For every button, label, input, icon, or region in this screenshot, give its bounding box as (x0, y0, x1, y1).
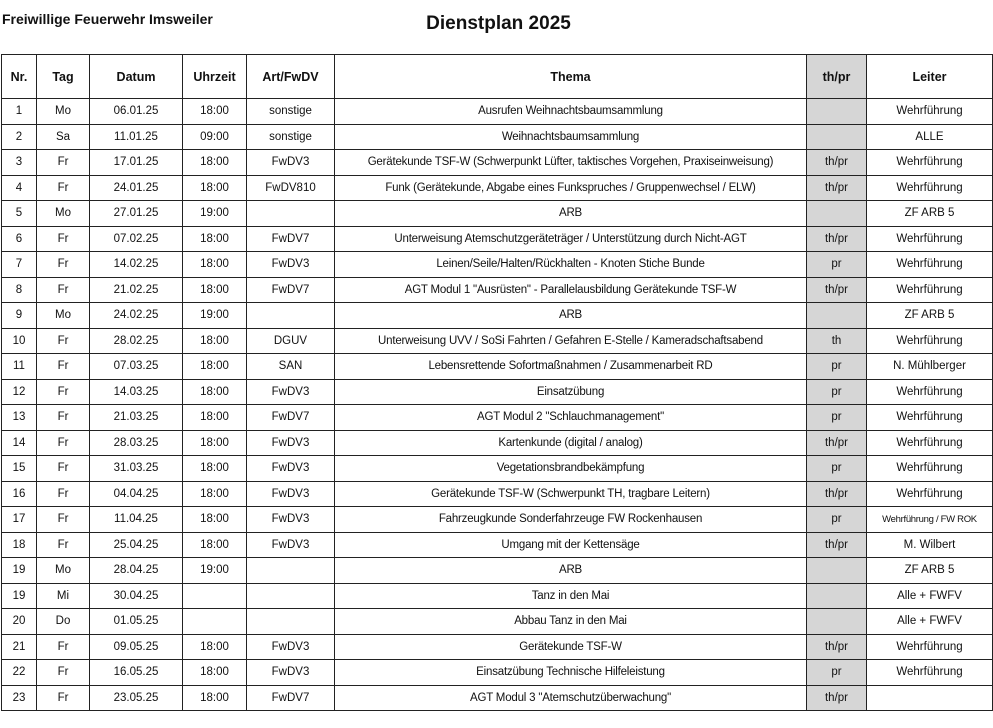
table-row (2, 558, 993, 584)
cell-thema: Kartenkunde (digital / analog) (335, 430, 807, 456)
cell-datum: 28.04.25 (90, 558, 183, 584)
table-row (2, 354, 993, 380)
cell-leiter: ALLE (867, 124, 993, 150)
table-row (2, 252, 993, 278)
page-title: Dienstplan 2025 (426, 13, 571, 34)
cell-leiter: Wehrführung (867, 99, 993, 125)
cell-nr: 1 (2, 99, 37, 125)
cell-nr: 11 (2, 354, 37, 380)
cell-datum: 28.02.25 (90, 328, 183, 354)
cell-leiter (867, 685, 993, 711)
cell-uhrzeit: 18:00 (183, 252, 247, 278)
cell-art: FwDV3 (247, 430, 335, 456)
cell-thema: AGT Modul 1 "Ausrüsten" - Parallelausbildung Gerätekunde TSF-W (335, 277, 807, 303)
cell-leiter: Wehrführung (867, 150, 993, 176)
cell-thema: Unterweisung Atemschutzgeräteträger / Unterstützung durch Nicht-AGT (335, 226, 807, 252)
cell-thema: ARB (335, 558, 807, 584)
cell-tag: Fr (37, 354, 90, 380)
header-tag: Tag (37, 55, 90, 99)
cell-uhrzeit: 09:00 (183, 124, 247, 150)
cell-nr: 17 (2, 507, 37, 533)
cell-art: FwDV7 (247, 226, 335, 252)
cell-nr: 23 (2, 685, 37, 711)
cell-uhrzeit: 18:00 (183, 481, 247, 507)
cell-leiter: Wehrführung (867, 634, 993, 660)
cell-datum: 31.03.25 (90, 456, 183, 482)
cell-tag: Mo (37, 558, 90, 584)
cell-leiter: Wehrführung (867, 252, 993, 278)
cell-uhrzeit: 18:00 (183, 532, 247, 558)
cell-uhrzeit: 18:00 (183, 685, 247, 711)
cell-art (247, 583, 335, 609)
cell-nr: 10 (2, 328, 37, 354)
cell-tag: Fr (37, 532, 90, 558)
cell-leiter: N. Mühlberger (867, 354, 993, 380)
cell-uhrzeit: 18:00 (183, 379, 247, 405)
cell-thema: AGT Modul 2 "Schlauchmanagement" (335, 405, 807, 431)
cell-uhrzeit: 18:00 (183, 634, 247, 660)
cell-leiter: Wehrführung (867, 405, 993, 431)
table-row (2, 634, 993, 660)
cell-uhrzeit: 18:00 (183, 175, 247, 201)
cell-datum: 09.05.25 (90, 634, 183, 660)
cell-uhrzeit: 18:00 (183, 328, 247, 354)
cell-thema: Umgang mit der Kettensäge (335, 532, 807, 558)
cell-datum: 11.01.25 (90, 124, 183, 150)
cell-thema: Vegetationsbrandbekämpfung (335, 456, 807, 482)
table-row (2, 481, 993, 507)
cell-nr: 4 (2, 175, 37, 201)
table-row (2, 175, 993, 201)
cell-thpr: pr (807, 660, 867, 686)
cell-tag: Fr (37, 660, 90, 686)
cell-thema: Leinen/Seile/Halten/Rückhalten - Knoten Stiche Bunde (335, 252, 807, 278)
cell-thpr: pr (807, 405, 867, 431)
cell-thpr: th/pr (807, 277, 867, 303)
cell-datum: 04.04.25 (90, 481, 183, 507)
table-row (2, 150, 993, 176)
cell-thpr (807, 609, 867, 635)
cell-leiter: Wehrführung (867, 430, 993, 456)
cell-thpr: th/pr (807, 226, 867, 252)
cell-datum: 01.05.25 (90, 609, 183, 635)
cell-thema: ARB (335, 303, 807, 329)
cell-datum: 16.05.25 (90, 660, 183, 686)
cell-uhrzeit: 18:00 (183, 405, 247, 431)
cell-thpr: pr (807, 252, 867, 278)
cell-thpr: th/pr (807, 430, 867, 456)
cell-art: FwDV7 (247, 685, 335, 711)
table-row (2, 277, 993, 303)
cell-art: FwDV3 (247, 252, 335, 278)
cell-nr: 14 (2, 430, 37, 456)
cell-datum: 07.02.25 (90, 226, 183, 252)
cell-datum: 21.03.25 (90, 405, 183, 431)
cell-thema: Weihnachtsbaumsammlung (335, 124, 807, 150)
cell-thpr: pr (807, 379, 867, 405)
table-row (2, 456, 993, 482)
cell-uhrzeit: 18:00 (183, 354, 247, 380)
cell-tag: Fr (37, 328, 90, 354)
cell-nr: 6 (2, 226, 37, 252)
cell-leiter: Wehrführung (867, 328, 993, 354)
cell-leiter: ZF ARB 5 (867, 558, 993, 584)
cell-nr: 19 (2, 583, 37, 609)
cell-art (247, 558, 335, 584)
cell-uhrzeit: 19:00 (183, 201, 247, 227)
cell-thema: Einsatzübung (335, 379, 807, 405)
cell-thema: Unterweisung UVV / SoSi Fahrten / Gefahren E-Stelle / Kameradschaftsabend (335, 328, 807, 354)
cell-datum: 06.01.25 (90, 99, 183, 125)
cell-nr: 7 (2, 252, 37, 278)
cell-tag: Mo (37, 201, 90, 227)
cell-tag: Fr (37, 226, 90, 252)
header-leiter: Leiter (867, 55, 993, 99)
cell-tag: Fr (37, 252, 90, 278)
cell-thpr (807, 99, 867, 125)
cell-thema: Gerätekunde TSF-W (Schwerpunkt Lüfter, taktisches Vorgehen, Praxiseinweisung) (335, 150, 807, 176)
cell-thema: Lebensrettende Sofortmaßnahmen / Zusammenarbeit RD (335, 354, 807, 380)
cell-tag: Fr (37, 685, 90, 711)
cell-datum: 30.04.25 (90, 583, 183, 609)
cell-datum: 23.05.25 (90, 685, 183, 711)
table-row (2, 99, 993, 125)
cell-leiter: Wehrführung / FW ROK (867, 507, 993, 533)
cell-datum: 07.03.25 (90, 354, 183, 380)
cell-tag: Fr (37, 507, 90, 533)
table-body (2, 99, 993, 711)
cell-leiter: Wehrführung (867, 456, 993, 482)
cell-datum: 14.02.25 (90, 252, 183, 278)
cell-leiter: M. Wilbert (867, 532, 993, 558)
cell-tag: Fr (37, 430, 90, 456)
table-row (2, 124, 993, 150)
cell-thema: Funk (Gerätekunde, Abgabe eines Funkspruches / Gruppenwechsel / ELW) (335, 175, 807, 201)
cell-thema: Fahrzeugkunde Sonderfahrzeuge FW Rockenhausen (335, 507, 807, 533)
cell-thema: Gerätekunde TSF-W (Schwerpunkt TH, tragbare Leitern) (335, 481, 807, 507)
cell-datum: 25.04.25 (90, 532, 183, 558)
cell-thpr: pr (807, 456, 867, 482)
table-row (2, 201, 993, 227)
cell-thpr (807, 201, 867, 227)
cell-tag: Fr (37, 379, 90, 405)
cell-thema: Ausrufen Weihnachtsbaumsammlung (335, 99, 807, 125)
table-row (2, 583, 993, 609)
cell-uhrzeit (183, 583, 247, 609)
header-datum: Datum (90, 55, 183, 99)
cell-art: FwDV3 (247, 379, 335, 405)
cell-leiter: Wehrführung (867, 226, 993, 252)
table-row (2, 303, 993, 329)
cell-tag: Fr (37, 634, 90, 660)
cell-nr: 19 (2, 558, 37, 584)
cell-art: sonstige (247, 99, 335, 125)
table-row (2, 328, 993, 354)
cell-nr: 9 (2, 303, 37, 329)
cell-leiter: ZF ARB 5 (867, 303, 993, 329)
header-art: Art/FwDV (247, 55, 335, 99)
cell-art: FwDV810 (247, 175, 335, 201)
cell-tag: Fr (37, 277, 90, 303)
cell-art: FwDV7 (247, 405, 335, 431)
cell-uhrzeit: 18:00 (183, 660, 247, 686)
cell-art: FwDV3 (247, 150, 335, 176)
table-row (2, 609, 993, 635)
cell-tag: Mo (37, 99, 90, 125)
table-row (2, 507, 993, 533)
cell-nr: 8 (2, 277, 37, 303)
cell-thpr (807, 583, 867, 609)
cell-thpr: pr (807, 354, 867, 380)
cell-thpr (807, 303, 867, 329)
header-thema: Thema (335, 55, 807, 99)
cell-art: FwDV3 (247, 532, 335, 558)
cell-uhrzeit: 18:00 (183, 430, 247, 456)
cell-uhrzeit: 19:00 (183, 558, 247, 584)
cell-thpr: th/pr (807, 532, 867, 558)
cell-uhrzeit: 19:00 (183, 303, 247, 329)
cell-datum: 27.01.25 (90, 201, 183, 227)
cell-tag: Fr (37, 405, 90, 431)
cell-nr: 21 (2, 634, 37, 660)
cell-leiter: Wehrführung (867, 481, 993, 507)
cell-nr: 18 (2, 532, 37, 558)
cell-tag: Fr (37, 456, 90, 482)
table-row (2, 430, 993, 456)
cell-leiter: Wehrführung (867, 379, 993, 405)
cell-tag: Fr (37, 481, 90, 507)
header-uhrzeit: Uhrzeit (183, 55, 247, 99)
schedule-table (1, 54, 993, 711)
cell-thpr (807, 558, 867, 584)
cell-leiter: Alle + FWFV (867, 609, 993, 635)
cell-thema: Einsatzübung Technische Hilfeleistung (335, 660, 807, 686)
cell-leiter: Wehrführung (867, 660, 993, 686)
cell-nr: 22 (2, 660, 37, 686)
cell-art (247, 201, 335, 227)
cell-uhrzeit (183, 609, 247, 635)
table-row (2, 379, 993, 405)
cell-datum: 28.03.25 (90, 430, 183, 456)
cell-art: FwDV3 (247, 507, 335, 533)
cell-uhrzeit: 18:00 (183, 226, 247, 252)
cell-thema: AGT Modul 3 "Atemschutzüberwachung" (335, 685, 807, 711)
cell-thema: Tanz in den Mai (335, 583, 807, 609)
cell-thpr: th/pr (807, 150, 867, 176)
cell-tag: Do (37, 609, 90, 635)
cell-leiter: ZF ARB 5 (867, 201, 993, 227)
cell-datum: 24.01.25 (90, 175, 183, 201)
table-row (2, 660, 993, 686)
cell-nr: 3 (2, 150, 37, 176)
table-row (2, 532, 993, 558)
cell-uhrzeit: 18:00 (183, 99, 247, 125)
cell-art: SAN (247, 354, 335, 380)
cell-datum: 11.04.25 (90, 507, 183, 533)
cell-nr: 15 (2, 456, 37, 482)
table-row (2, 226, 993, 252)
cell-datum: 17.01.25 (90, 150, 183, 176)
cell-tag: Mo (37, 303, 90, 329)
organization-name: Freiwillige Feuerwehr Imsweiler (2, 11, 213, 27)
cell-datum: 14.03.25 (90, 379, 183, 405)
cell-thema: ARB (335, 201, 807, 227)
cell-thpr: th/pr (807, 481, 867, 507)
cell-art: FwDV3 (247, 634, 335, 660)
cell-nr: 20 (2, 609, 37, 635)
cell-art: FwDV3 (247, 481, 335, 507)
cell-thpr: pr (807, 507, 867, 533)
cell-thema: Abbau Tanz in den Mai (335, 609, 807, 635)
table-row (2, 685, 993, 711)
header-thpr: th/pr (807, 55, 867, 99)
cell-thpr: th/pr (807, 175, 867, 201)
cell-nr: 12 (2, 379, 37, 405)
cell-uhrzeit: 18:00 (183, 456, 247, 482)
table-row (2, 405, 993, 431)
cell-leiter: Wehrführung (867, 175, 993, 201)
cell-uhrzeit: 18:00 (183, 507, 247, 533)
cell-nr: 16 (2, 481, 37, 507)
cell-nr: 5 (2, 201, 37, 227)
cell-thpr: th/pr (807, 634, 867, 660)
cell-art: FwDV7 (247, 277, 335, 303)
cell-art (247, 609, 335, 635)
cell-uhrzeit: 18:00 (183, 277, 247, 303)
cell-datum: 21.02.25 (90, 277, 183, 303)
cell-thpr (807, 124, 867, 150)
table-header-row (2, 55, 993, 99)
cell-tag: Mi (37, 583, 90, 609)
cell-leiter: Wehrführung (867, 277, 993, 303)
cell-nr: 13 (2, 405, 37, 431)
cell-thema: Gerätekunde TSF-W (335, 634, 807, 660)
cell-art: sonstige (247, 124, 335, 150)
cell-nr: 2 (2, 124, 37, 150)
cell-art (247, 303, 335, 329)
cell-tag: Fr (37, 175, 90, 201)
cell-art: FwDV3 (247, 660, 335, 686)
cell-datum: 24.02.25 (90, 303, 183, 329)
header-nr: Nr. (2, 55, 37, 99)
cell-tag: Fr (37, 150, 90, 176)
cell-thpr: th (807, 328, 867, 354)
cell-art: FwDV3 (247, 456, 335, 482)
cell-leiter: Alle + FWFV (867, 583, 993, 609)
cell-art: DGUV (247, 328, 335, 354)
cell-thpr: th/pr (807, 685, 867, 711)
cell-tag: Sa (37, 124, 90, 150)
cell-uhrzeit: 18:00 (183, 150, 247, 176)
